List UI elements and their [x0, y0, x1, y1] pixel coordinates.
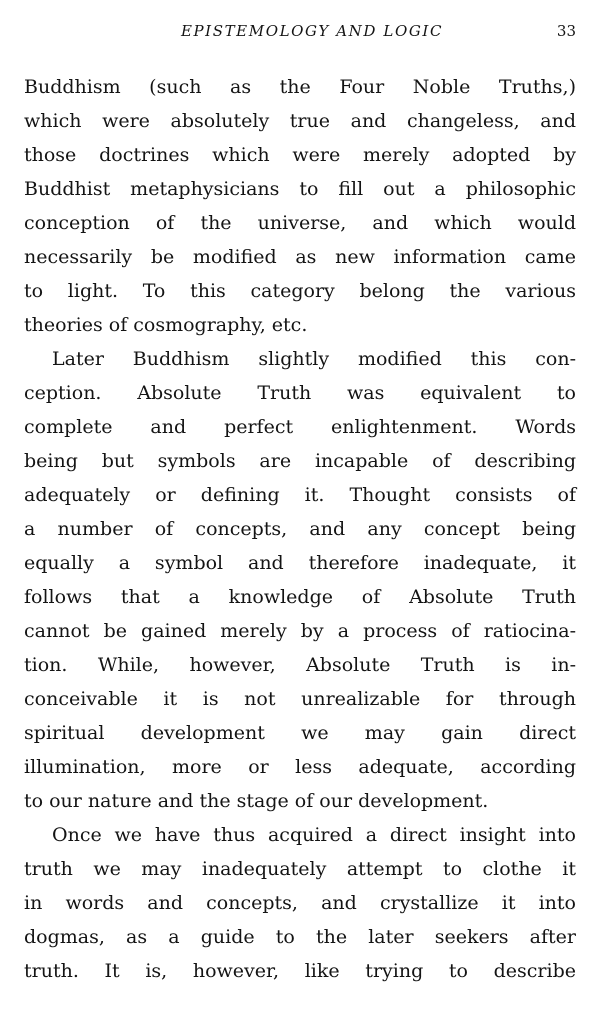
text-line: those doctrines which were merely adopted by	[24, 144, 576, 166]
text-line: Buddhist metaphysicians to fill out a philosophic	[24, 178, 576, 200]
running-title: EPISTEMOLOGY AND LOGIC	[180, 22, 444, 40]
page-number: 33	[556, 22, 576, 40]
text-line: being but symbols are incapable of describing	[24, 450, 576, 472]
text-line: to our nature and the stage of our development.	[24, 790, 489, 812]
text-line: Later Buddhism slightly modified this con-	[52, 348, 576, 370]
text-line: dogmas, as a guide to the later seekers after	[24, 926, 576, 948]
text-line: a number of concepts, and any concept being	[24, 518, 576, 540]
text-line: spiritual development we may gain direct	[24, 722, 576, 744]
body-text	[24, 70, 576, 988]
book-page	[24, 22, 576, 988]
running-head	[24, 22, 576, 48]
text-line: Once we have thus acquired a direct insight into	[52, 824, 576, 846]
text-line: adequately or defining it. Thought consists of	[24, 484, 576, 506]
text-line: theories of cosmography, etc.	[24, 314, 308, 336]
text-line: conception of the universe, and which would	[24, 212, 576, 234]
text-line: complete and perfect enlightenment. Words	[24, 416, 576, 438]
text-line: necessarily be modified as new information came	[24, 246, 576, 268]
text-line: cannot be gained merely by a process of ratiocina-	[24, 620, 576, 642]
text-line: Buddhism (such as the Four Noble Truths,)	[24, 76, 576, 98]
text-line: tion. While, however, Absolute Truth is in-	[24, 654, 576, 676]
text-line: in words and concepts, and crystallize it into	[24, 892, 576, 914]
text-line: follows that a knowledge of Absolute Truth	[24, 586, 576, 608]
text-line: which were absolutely true and changeless, and	[24, 110, 576, 132]
text-line: truth we may inadequately attempt to clothe it	[24, 858, 576, 880]
text-line: to light. To this category belong the various	[24, 280, 576, 302]
text-line: conceivable it is not unrealizable for through	[24, 688, 576, 710]
text-line: ception. Absolute Truth was equivalent to	[24, 382, 576, 404]
text-line: equally a symbol and therefore inadequate, it	[24, 552, 576, 574]
text-line: truth. It is, however, like trying to describe	[24, 960, 576, 982]
text-line: illumination, more or less adequate, according	[24, 756, 576, 778]
